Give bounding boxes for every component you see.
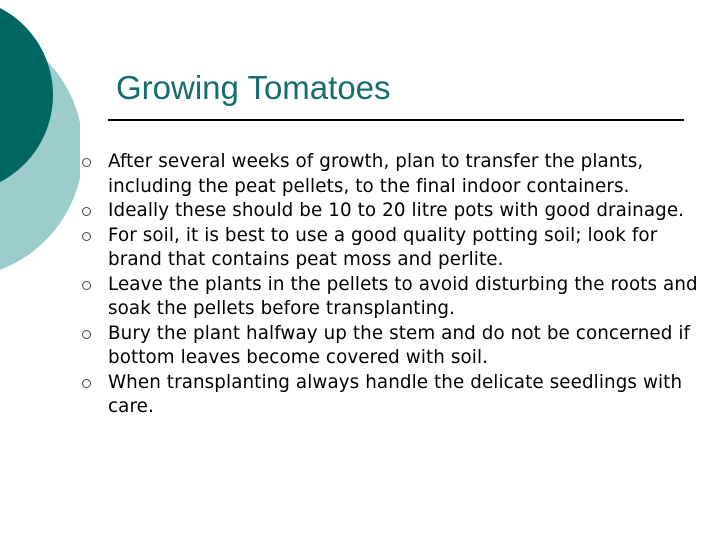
slide-title: Growing Tomatoes <box>116 69 391 106</box>
list-item <box>82 322 712 371</box>
bullet-text: For soil, it is best to use a good quality potting soil; look for brand that contains peat moss and perlite. <box>108 224 658 270</box>
bullet-icon <box>82 379 91 388</box>
bullet-icon <box>82 232 91 241</box>
bullet-text: Bury the plant halfway up the stem and do not be concerned if bottom leaves become covered with soil. <box>108 322 691 368</box>
bullet-text: Ideally these should be 10 to 20 litre pots with good drainage. <box>108 200 685 221</box>
bullet-text: Leave the plants in the pellets to avoid disturbing the roots and soak the pellets before transplanting. <box>108 273 698 319</box>
bullet-icon <box>82 281 91 290</box>
list-item <box>82 224 712 273</box>
list-item <box>82 371 712 420</box>
list-item <box>82 273 712 322</box>
bullet-text: When transplanting always handle the delicate seedlings with care. <box>108 371 683 417</box>
bullet-icon <box>82 207 91 216</box>
list-item <box>82 199 712 224</box>
list-item <box>82 150 712 199</box>
bullet-text: After several weeks of growth, plan to transfer the plants, including the peat pellets, to the final indoor containers. <box>108 151 644 197</box>
title-underline <box>108 119 684 121</box>
decorative-circles <box>0 0 80 300</box>
bullet-icon <box>82 158 91 167</box>
bullet-list <box>82 150 712 420</box>
bullet-icon <box>82 330 91 339</box>
